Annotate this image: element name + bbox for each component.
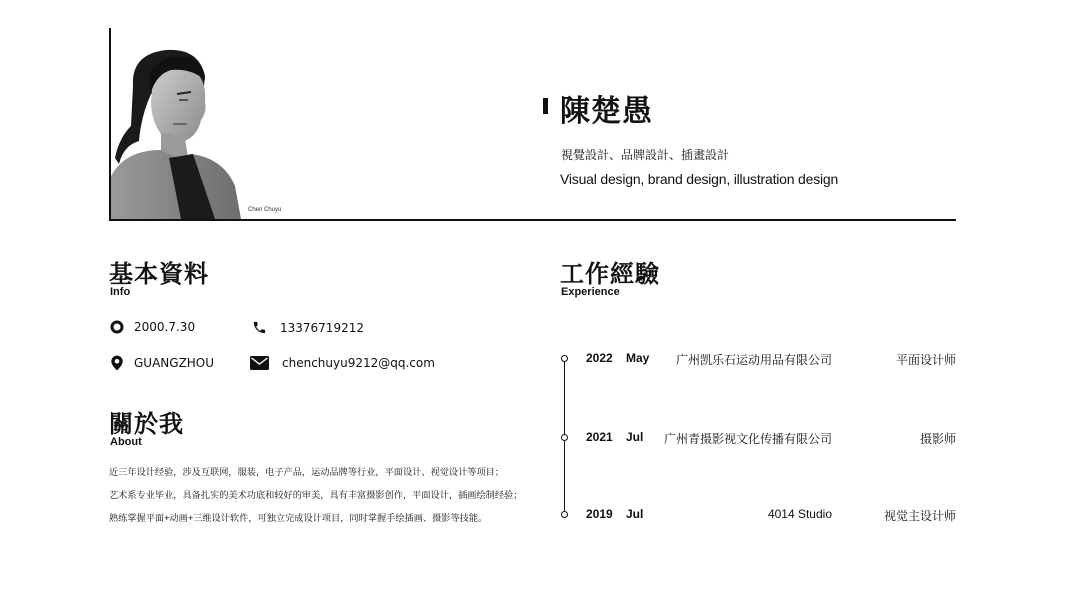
name-accent-bar [543, 98, 548, 114]
timeline-dot [561, 434, 568, 441]
timeline-year: 2021 [586, 430, 613, 444]
about-line: 熟练掌握平面+动画+三维设计软件，可独立完成设计项目，同时掌握手绘插画、摄影等技能。 [109, 513, 488, 523]
timeline-role: 摄影师 [919, 432, 956, 446]
mail-icon [250, 356, 269, 370]
timeline-dot [561, 355, 568, 362]
birthday-item [110, 320, 195, 334]
experience-section-title: 工作經驗 [560, 261, 660, 288]
role-subtitle-cn: 視覺設計、品牌設計、插畫設計 [561, 148, 730, 162]
header-divider [109, 219, 956, 221]
info-section-subtitle: Info [110, 286, 131, 298]
timeline-dot [561, 511, 568, 518]
about-line: 近三年设计经验，涉及互联网，服装，电子产品，运动品牌等行业，平面设计、视觉设计等项目； [109, 467, 505, 477]
about-line: 艺术系专业毕业，具备扎实的美术功底和较好的审美，具有丰富摄影创作，平面设计，插画绘制经验； [109, 490, 523, 500]
timeline-company: 4014 Studio [767, 507, 832, 521]
timeline-role: 平面设计师 [895, 353, 956, 367]
timeline-year: 2022 [586, 351, 613, 365]
role-subtitle-en: Visual design, brand design, illustration design [560, 171, 839, 187]
timeline-role: 视觉主设计师 [883, 509, 956, 523]
timeline-company: 广州青摄影视文化传播有限公司 [663, 432, 832, 446]
person-name: 陳楚愚 [560, 95, 653, 128]
phone-item [252, 320, 364, 335]
timeline-month: Jul [626, 507, 644, 521]
timeline-month: Jul [626, 430, 644, 444]
info-section-title: 基本資料 [109, 261, 209, 288]
location-item [110, 355, 214, 371]
portrait-photo [111, 46, 241, 219]
location-pin-icon [110, 355, 124, 371]
phone-icon [252, 320, 267, 335]
email-item [250, 356, 435, 370]
about-section-subtitle: About [110, 436, 142, 448]
timeline-company: 广州凯乐石运动用品有限公司 [675, 353, 832, 367]
experience-section-subtitle: Experience [561, 286, 620, 298]
about-section-title: 關於我 [109, 411, 184, 438]
timeline-year: 2019 [586, 507, 613, 521]
timeline-month: May [626, 351, 650, 365]
photo-caption: Chen Chuyu [248, 207, 282, 213]
email-value: chenchuyu9212@qq.com [282, 356, 435, 370]
location-value: GUANGZHOU [134, 356, 215, 370]
phone-value: 13376719212 [280, 320, 364, 335]
circle-icon [110, 320, 124, 334]
birthday-value: 2000.7.30 [134, 320, 196, 334]
